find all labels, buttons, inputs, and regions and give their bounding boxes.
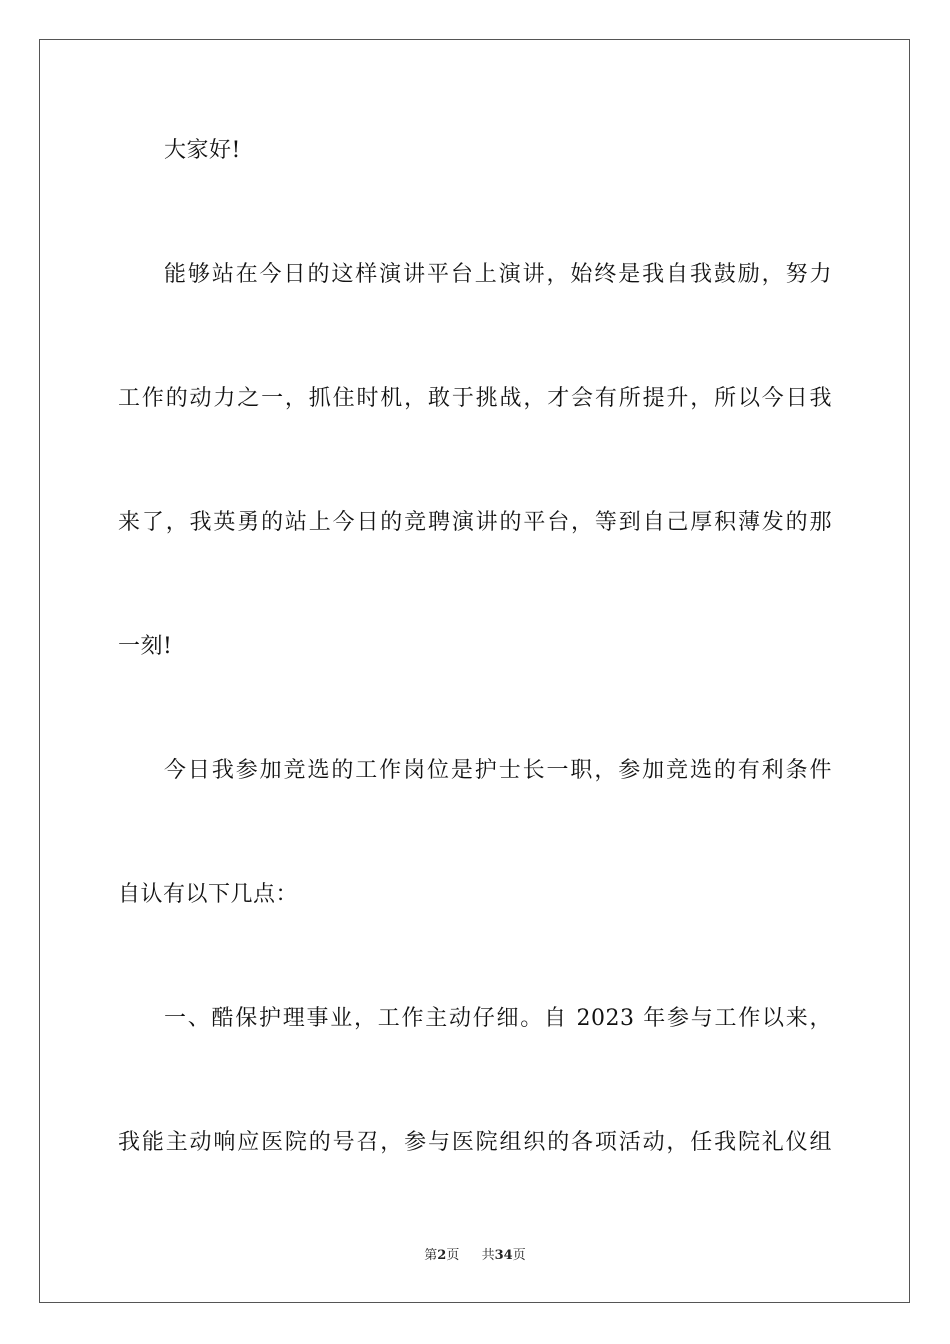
paragraph-1-line-1: 能够站在今日的这样演讲平台上演讲，始终是我自我鼓励，努力 xyxy=(164,262,832,287)
paragraph-1-line-4: 一刻! xyxy=(118,634,173,659)
page-border xyxy=(39,39,910,1303)
paragraph-3-line-1: 一、酷保护理事业，工作主动仔细。自 2023 年参与工作以来， xyxy=(164,1006,832,1031)
page-suffix: 页 xyxy=(446,1248,460,1263)
page-number: 2 xyxy=(437,1248,447,1263)
total-suffix: 页 xyxy=(512,1248,526,1263)
paragraph-2-line-1: 今日我参加竞选的工作岗位是护士长一职，参加竞选的有利条件 xyxy=(164,758,832,783)
paragraph-2-line-2: 自认有以下几点： xyxy=(118,882,299,907)
paragraph-3-line-2: 我能主动响应医院的号召，参与医院组织的各项活动，任我院礼仪组 xyxy=(118,1130,832,1155)
page-prefix: 第 xyxy=(424,1248,438,1263)
total-prefix: 共 xyxy=(481,1248,495,1263)
paragraph-1-line-2: 工作的动力之一，抓住时机，敢于挑战，才会有所提升，所以今日我 xyxy=(118,386,832,411)
paragraph-1-line-3: 来了，我英勇的站上今日的竞聘演讲的平台，等到自己厚积薄发的那 xyxy=(118,510,832,535)
page-footer xyxy=(0,1248,950,1264)
greeting-line: 大家好! xyxy=(164,138,241,163)
total-pages: 34 xyxy=(494,1248,513,1263)
